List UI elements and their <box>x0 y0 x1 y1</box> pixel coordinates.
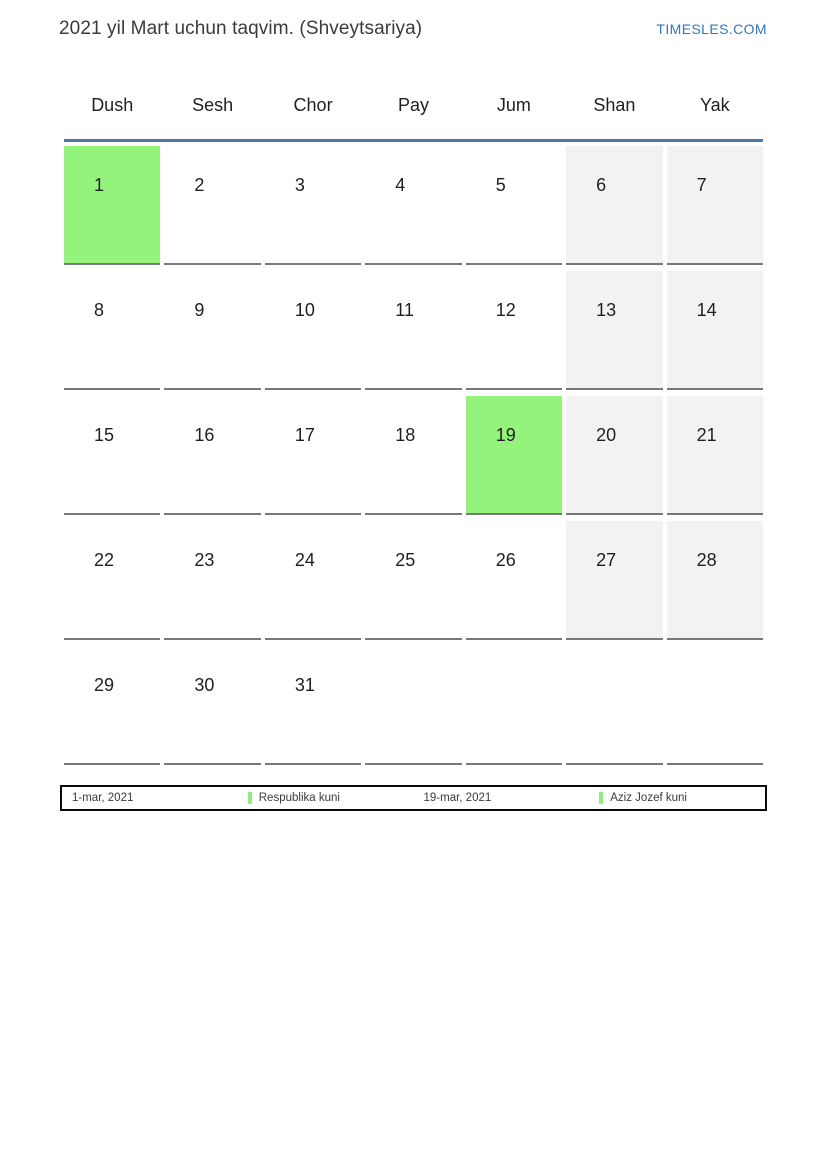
day-cell-16 <box>164 396 260 515</box>
legend-marker-icon <box>599 792 603 804</box>
day-number: 5 <box>495 175 506 195</box>
day-cell-28 <box>667 521 763 640</box>
day-number: 13 <box>596 300 617 320</box>
day-number: 2 <box>194 175 205 195</box>
day-cell-24 <box>265 521 361 640</box>
day-cell-10 <box>265 271 361 390</box>
weekday-label-sesh: Sesh <box>192 95 234 115</box>
day-number: 26 <box>495 550 516 570</box>
day-cell-7 <box>667 146 763 265</box>
day-cell-20 <box>566 396 662 515</box>
weekday-label-yak: Yak <box>699 95 730 115</box>
day-cell-empty <box>365 646 461 765</box>
calendar <box>64 93 763 765</box>
day-cell-14 <box>667 271 763 390</box>
day-cell-19 <box>466 396 562 515</box>
day-number: 25 <box>395 550 416 570</box>
day-number: 27 <box>596 550 617 570</box>
day-cell-27 <box>566 521 662 640</box>
legend-label-text: Aziz Jozef kuni <box>610 792 687 804</box>
day-cell-29 <box>64 646 160 765</box>
day-cell-11 <box>365 271 461 390</box>
day-number: 17 <box>294 425 315 445</box>
day-cell-23 <box>164 521 260 640</box>
title-row <box>59 18 767 40</box>
day-number: 20 <box>596 425 617 445</box>
day-number: 19 <box>495 425 516 445</box>
day-cell-empty <box>466 646 562 765</box>
day-number: 30 <box>194 675 215 695</box>
day-number: 29 <box>94 675 115 695</box>
day-cell-17 <box>265 396 361 515</box>
day-cell-25 <box>365 521 461 640</box>
day-cell-3 <box>265 146 361 265</box>
header-underline <box>64 139 763 142</box>
day-number: 9 <box>194 300 205 320</box>
day-number: 11 <box>395 300 414 320</box>
brand-link[interactable]: TIMESLES.COM <box>656 21 767 37</box>
legend-date-text: 19-mar, 2021 <box>423 792 492 804</box>
day-number: 4 <box>395 175 406 195</box>
day-number: 15 <box>94 425 115 445</box>
weekday-header-row <box>64 93 763 117</box>
weekday-label-jum: Jum <box>496 95 531 115</box>
weekday-label-dush: Dush <box>91 95 134 115</box>
day-number: 3 <box>294 175 305 195</box>
day-number: 18 <box>395 425 416 445</box>
weekday-label-chor: Chor <box>293 95 333 115</box>
legend-label-text: Respublika kuni <box>258 792 340 804</box>
day-number: 31 <box>294 675 315 695</box>
day-number: 21 <box>696 425 717 445</box>
day-cell-15 <box>64 396 160 515</box>
day-number: 10 <box>294 300 315 320</box>
day-cell-4 <box>365 146 461 265</box>
day-cell-18 <box>365 396 461 515</box>
day-cell-30 <box>164 646 260 765</box>
day-cell-13 <box>566 271 662 390</box>
day-cell-21 <box>667 396 763 515</box>
day-number: 24 <box>294 550 315 570</box>
day-cell-empty <box>566 646 662 765</box>
legend-date-text: 1-mar, 2021 <box>72 792 134 804</box>
day-cell-1 <box>64 146 160 265</box>
weekday-label-pay: Pay <box>397 95 429 115</box>
day-number: 16 <box>194 425 215 445</box>
day-number: 1 <box>94 175 105 195</box>
day-cell-26 <box>466 521 562 640</box>
day-number: 14 <box>696 300 717 320</box>
legend-box <box>60 785 767 811</box>
day-number: 28 <box>696 550 717 570</box>
legend-date-2 <box>414 792 590 804</box>
page-title: 2021 yil Mart uchun taqvim. (Shveytsariya) <box>59 18 423 39</box>
legend-marker-icon <box>248 792 252 804</box>
weekday-label-shan: Shan <box>593 95 636 115</box>
day-number: 7 <box>696 175 707 195</box>
day-cell-8 <box>64 271 160 390</box>
day-cell-31 <box>265 646 361 765</box>
day-cell-12 <box>466 271 562 390</box>
day-cell-5 <box>466 146 562 265</box>
day-number: 23 <box>194 550 215 570</box>
legend-date-1 <box>62 792 238 804</box>
day-number: 6 <box>596 175 607 195</box>
day-cell-9 <box>164 271 260 390</box>
legend-entry-2 <box>589 792 765 804</box>
day-cell-empty <box>667 646 763 765</box>
legend-entry-1 <box>238 792 414 804</box>
calendar-grid <box>64 146 763 765</box>
day-number: 22 <box>94 550 115 570</box>
day-cell-6 <box>566 146 662 265</box>
day-number: 12 <box>495 300 516 320</box>
day-cell-2 <box>164 146 260 265</box>
day-cell-22 <box>64 521 160 640</box>
day-number: 8 <box>94 300 105 320</box>
